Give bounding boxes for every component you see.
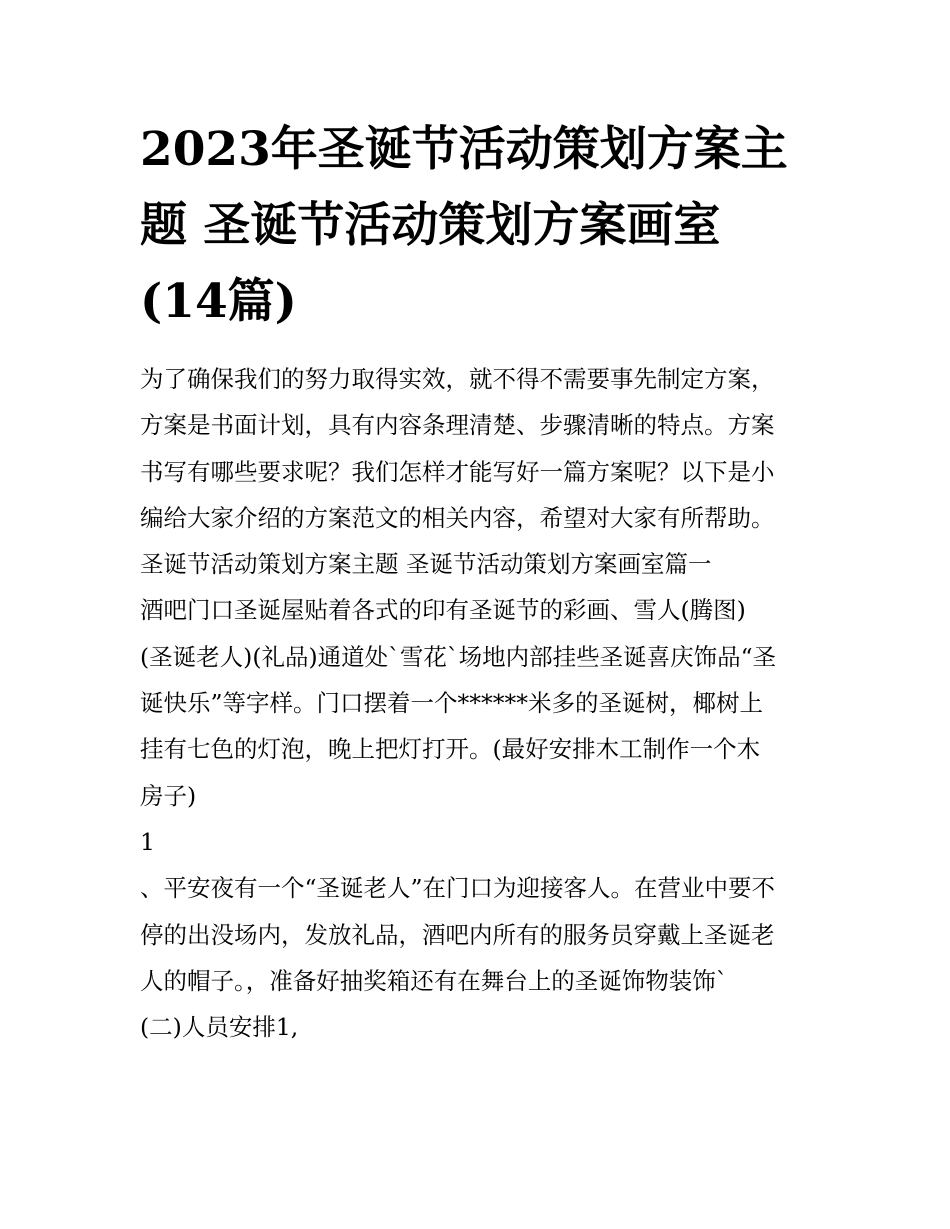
- document-body: [140, 356, 830, 1050]
- body-line: 停的出没场内，发放礼品，酒吧内所有的服务员穿戴上圣诞老: [140, 920, 775, 949]
- title-line: (14篇): [140, 274, 297, 329]
- body-line: 为了确保我们的努力取得实效，就不得不需要事先制定方案，: [140, 365, 775, 393]
- subsection-heading: (二)人员安排1,: [140, 1013, 299, 1042]
- body-line: 房子): [140, 781, 197, 810]
- body-line: 、平安夜有一个“圣诞老人”在门口为迎接客人。在营业中要不: [140, 874, 776, 903]
- document-title: [140, 112, 820, 340]
- list-number: 1: [140, 827, 155, 856]
- section-heading: 圣诞节活动策划方案主题 圣诞节活动策划方案画室篇一: [140, 550, 712, 579]
- title-line: 2023年圣诞节活动策划方案主: [140, 122, 788, 177]
- body-line: 人的帽子。，准备好抽奖箱还有在舞台上的圣诞饰物装饰`: [140, 966, 728, 995]
- body-line: 编给大家介绍的方案范文的相关内容，希望对大家有所帮助。: [140, 503, 775, 532]
- body-line: 酒吧门口圣诞屋贴着各式的印有圣诞节的彩画、雪人(腾图): [140, 596, 746, 625]
- body-line: (圣诞老人)(礼品)通道处`雪花`场地内部挂些圣诞喜庆饰品“圣: [140, 642, 777, 671]
- body-line: 方案是书面计划，具有内容条理清楚、步骤清晰的特点。方案: [140, 411, 775, 440]
- title-line: 题 圣诞节活动策划方案画室: [140, 198, 721, 253]
- body-line: 挂有七色的灯泡，晚上把灯打开。(最好安排木工制作一个木: [140, 735, 761, 764]
- body-line: 诞快乐”等字样。门口摆着一个******米多的圣诞树，椰树上: [140, 689, 764, 718]
- body-line: 书写有哪些要求呢？我们怎样才能写好一篇方案呢？以下是小: [140, 457, 775, 486]
